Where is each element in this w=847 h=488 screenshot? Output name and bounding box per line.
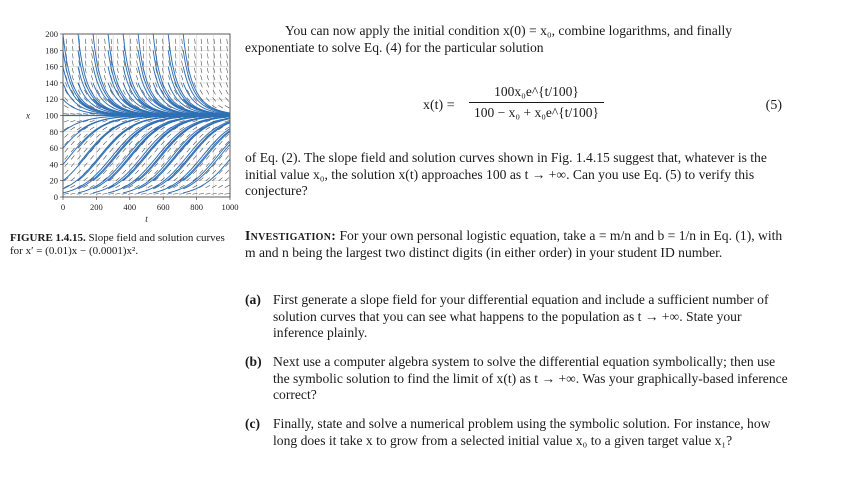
equation-lhs: x(t) = [423,98,455,113]
slope-mark [195,39,196,44]
slope-mark [71,155,74,159]
y-tick-label: 140 [45,77,58,88]
slope-mark [219,163,222,167]
slope-mark [92,61,93,66]
slope-mark [212,170,216,174]
y-tick-label: 200 [45,29,58,39]
slope-mark [156,39,157,44]
caption-text: Slope field and solution curves for x′ = (0.01)x − (0.0001)x². [10,232,225,257]
slope-mark [136,83,138,88]
slope-mark [207,53,208,58]
slope-mark [137,39,138,44]
equation-number: (5) [765,98,782,113]
slope-mark [84,163,87,167]
x-tick-label: 0 [60,202,66,212]
slope-mark [206,141,210,145]
slope-mark [167,134,171,138]
slope-mark [90,120,95,122]
slope-mark [174,178,178,181]
slope-mark [117,53,118,58]
slope-mark [219,178,223,181]
slope-mark [105,39,106,44]
slope-mark [148,155,151,159]
slope-mark [77,170,81,174]
slope-mark [110,148,113,152]
slope-mark [85,61,86,66]
slope-mark [110,83,112,88]
slope-mark [147,120,152,122]
slope-mark [226,83,228,88]
slope-mark [143,61,144,66]
slope-mark [148,185,153,188]
slope-mark [92,39,93,44]
slope-mark [207,61,208,66]
slope-mark [227,53,228,58]
slope-mark [168,90,171,95]
slope-mark [201,61,202,66]
slope-mark [225,97,228,101]
slope-mark [154,134,158,138]
slope-mark [90,127,94,130]
slope-mark [98,61,99,66]
slope-mark [201,75,203,80]
solution-curve [138,34,230,115]
slope-mark [226,68,227,73]
slope-mark [71,141,75,145]
equation-denominator: 100 − x₀ + x₀e^{t/100} [474,105,599,120]
slope-mark [219,97,222,101]
y-tick-label: 120 [45,94,58,105]
slope-mark [78,90,81,95]
slope-mark [137,53,138,58]
slope-mark [136,68,137,73]
slope-mark [102,193,107,194]
slope-mark [207,68,208,73]
x-tick-label: 200 [90,202,103,212]
slope-mark [206,97,209,101]
slope-mark [154,193,159,194]
slope-mark [90,141,94,145]
y-tick-label: 80 [49,126,58,137]
slope-mark [111,39,112,44]
slope-mark [175,68,176,73]
slope-mark [97,163,100,167]
slope-mark [135,120,140,122]
slope-mark [220,68,221,73]
slope-mark [96,193,101,194]
slope-mark [92,53,93,58]
slope-mark [85,68,86,73]
slope-mark [213,83,215,88]
y-tick-label: 100 [45,110,58,121]
slope-mark [225,193,230,194]
slope-mark [205,193,210,194]
item-c [245,416,790,449]
y-tick-label: 20 [49,175,58,186]
slope-mark [97,134,101,138]
slope-mark [182,39,183,44]
slope-mark [174,163,177,167]
solution-curve [153,34,230,115]
slope-mark [135,155,138,159]
slope-mark [193,141,197,145]
slope-mark [142,148,145,152]
slope-mark [91,75,93,80]
slope-mark [181,83,183,88]
y-tick-label: 160 [45,61,58,72]
slope-mark [188,39,189,44]
slope-mark [187,163,190,167]
slope-mark [149,68,150,73]
slope-mark [98,53,99,58]
slope-mark [212,193,217,194]
slope-mark [167,170,171,174]
slope-mark [71,178,75,181]
slope-mark [194,75,196,80]
slope-mark [155,148,158,152]
item-b [245,354,790,404]
slope-mark [130,61,131,66]
slope-mark [201,39,202,44]
solution-curve [108,117,230,193]
slope-mark [214,39,215,44]
slope-mark [115,193,120,194]
slope-mark [149,61,150,66]
slope-mark [123,90,126,95]
paragraph-initial-condition: You can now apply the initial condition x(0) = x₀, combine logarithms, and finally exponentiate to solve Eq. (4) for the particular solution [245,23,733,55]
slope-mark [70,193,75,194]
slope-mark [143,39,144,44]
slope-mark [135,170,139,174]
caption-label: FIGURE 1.4.15. [10,232,86,244]
slope-mark [98,39,99,44]
slope-mark [148,141,152,145]
slope-mark [201,53,202,58]
slope-mark [213,97,216,101]
slope-mark [71,127,75,130]
slope-mark [200,83,202,88]
x-axis-label: t [145,214,148,224]
slope-mark [214,53,215,58]
slope-mark [77,193,82,194]
slope-mark [123,75,125,80]
slope-mark [65,163,68,167]
item-b-text: Next use a computer algebra system to solve the differential equation symbolically; then use the symbolic solution to find the limit of x(t) as t → +∞. Was your graphically-based inference correct? [273,354,788,402]
slope-mark [148,127,152,130]
x-tick-label: 1000 [221,202,239,212]
slope-mark [105,53,106,58]
slope-mark [227,61,228,66]
slope-mark [225,155,228,159]
slope-mark [201,68,202,73]
slope-mark [141,193,146,194]
slope-mark [175,61,176,66]
slope-mark [220,83,222,88]
y-axis-marker: x [26,110,30,121]
slope-mark [162,39,163,44]
slope-mark [130,68,131,73]
slope-mark [218,185,223,188]
slope-mark [90,193,95,194]
slope-mark [137,61,138,66]
slope-mark [150,53,151,58]
slope-mark [167,193,172,194]
slope-mark [91,68,92,73]
slope-mark [182,61,183,66]
slope-mark [207,90,210,95]
slope-mark [142,163,145,167]
slope-mark [116,141,120,145]
slope-mark [220,61,221,66]
slope-mark [102,120,107,122]
slope-mark [115,185,120,188]
slope-mark [160,193,165,194]
slope-mark [213,75,215,80]
slope-mark [103,127,107,130]
slope-mark [200,148,203,152]
slope-mark [199,134,203,138]
solution-curve [78,34,230,116]
slope-mark [194,68,195,73]
slope-mark [109,134,113,138]
slope-mark [188,53,189,58]
slope-mark [103,155,106,159]
slope-mark [214,61,215,66]
slope-mark [64,105,68,108]
slope-mark [147,193,152,194]
slope-mark [180,193,185,194]
slope-mark [193,155,196,159]
slope-mark [141,178,145,181]
item-c-label: (c) [245,416,261,431]
slope-mark [64,134,68,138]
slope-mark [72,39,73,44]
slope-mark [187,148,190,152]
slope-mark [161,141,165,145]
slope-mark [175,39,176,44]
slope-mark [123,148,126,152]
slope-mark [206,185,211,188]
slope-mark [175,53,176,58]
plot-area [25,29,239,224]
slope-mark [96,178,100,181]
slope-mark [207,83,209,88]
slope-mark [168,75,170,80]
slope-mark [117,39,118,44]
slope-mark [225,178,229,181]
slope-mark [220,39,221,44]
equation-numerator: 100x₀e^{t/100} [469,84,604,103]
slope-mark [150,39,151,44]
slope-mark [85,53,86,58]
x-tick-label: 800 [190,202,203,212]
slope-mark [199,193,204,194]
slope-mark [130,53,131,58]
slope-mark [78,148,81,152]
item-b-label: (b) [245,354,262,369]
slope-mark [85,39,86,44]
x-tick-label: 400 [123,202,137,212]
slope-mark [84,178,88,181]
slope-mark [65,170,69,174]
slope-mark [104,75,106,80]
slope-mark [225,185,230,188]
slope-mark [103,141,107,145]
slope-mark [104,68,105,73]
slope-mark [226,90,229,95]
slope-mark [155,83,157,88]
slope-mark [195,53,196,58]
slope-mark [212,134,216,138]
slope-mark [122,170,126,174]
slope-mark [173,193,178,194]
slope-mark [143,53,144,58]
slope-mark [64,120,69,122]
slope-mark [181,75,183,80]
equation-5 [245,82,790,132]
slope-mark [182,53,183,58]
figure-caption [10,232,230,258]
slope-mark [72,75,74,80]
slope-mark [218,105,222,108]
slope-mark [65,83,67,88]
slope-mark [220,75,222,80]
slope-mark [225,170,229,174]
slope-mark [117,75,119,80]
slope-mark [104,61,105,66]
item-a-text: First generate a slope field for your differential equation and include a sufficient number of solution curves that you can see what happens to the population as t → +∞. State your inference plainly. [273,292,769,340]
solution-curve [168,34,229,114]
slope-mark [65,97,68,101]
slope-mark [65,148,68,152]
slope-mark [72,61,73,66]
investigation-heading: Investigation: [245,228,337,243]
slope-mark [218,193,223,194]
paragraph-investigation [245,228,790,261]
slope-mark [149,75,151,80]
item-a [245,292,790,342]
slope-mark [219,90,222,95]
slope-mark [225,105,229,108]
slope-mark [129,163,132,167]
slope-mark [83,193,88,194]
slope-mark [226,75,228,80]
y-tick-label: 40 [49,159,58,170]
slope-mark [135,193,140,194]
x-tick-label: 600 [156,202,170,212]
slope-mark [90,155,93,159]
slope-mark [220,53,221,58]
item-c-text: Finally, state and solve a numerical problem using the symbolic solution. For instance, how long does it take x to grow from a selected initial value x₀ to a given target value x₁? [273,416,771,448]
slope-mark [181,68,182,73]
equation-fraction [469,84,604,121]
slope-mark [129,178,133,181]
slope-mark [70,120,75,122]
slope-mark [72,68,73,73]
paragraph-conjecture: of Eq. (2). The slope field and solution curves shown in Fig. 1.4.15 suggest that, whatever is the initial value x₀, the solution x(t) approaches 100 as t → +∞. Can you use Eq. (5) to verify this conjecture? [245,150,767,198]
slope-mark [77,134,81,138]
slope-mark [200,90,203,95]
slope-mark [64,193,69,194]
slope-mark [194,61,195,66]
slope-mark [128,193,133,194]
slope-mark [90,170,94,174]
slope-mark [207,39,208,44]
slope-mark [186,193,191,194]
slope-mark [72,53,73,58]
slope-mark [122,193,127,194]
slope-mark [117,68,118,73]
slope-mark [227,39,228,44]
y-tick-label: 60 [49,143,58,154]
y-tick-label: 0 [53,192,58,202]
slope-mark [66,39,67,44]
slope-mark [97,148,100,152]
slope-mark [212,185,217,188]
slope-mark [122,134,126,138]
slope-mark [180,155,183,159]
slope-mark [84,148,87,152]
slope-mark [136,75,138,80]
slope-mark [180,170,184,174]
slope-mark [78,155,81,159]
slope-mark [71,163,74,167]
slope-mark [207,75,209,80]
slope-mark [130,39,131,44]
investigation-text: For your own personal logistic equation, take a = m/n and b = 1/n in Eq. (1), with m and n being the largest two distinct digits (in either order) in your student ID number. [245,228,783,260]
slope-mark [70,185,75,188]
slope-field-figure [8,14,239,224]
slope-mark [214,68,215,73]
y-tick-label: 180 [45,45,58,56]
slope-mark [161,185,166,188]
item-a-label: (a) [245,292,261,307]
slope-mark [117,61,118,66]
slope-mark [103,185,108,188]
